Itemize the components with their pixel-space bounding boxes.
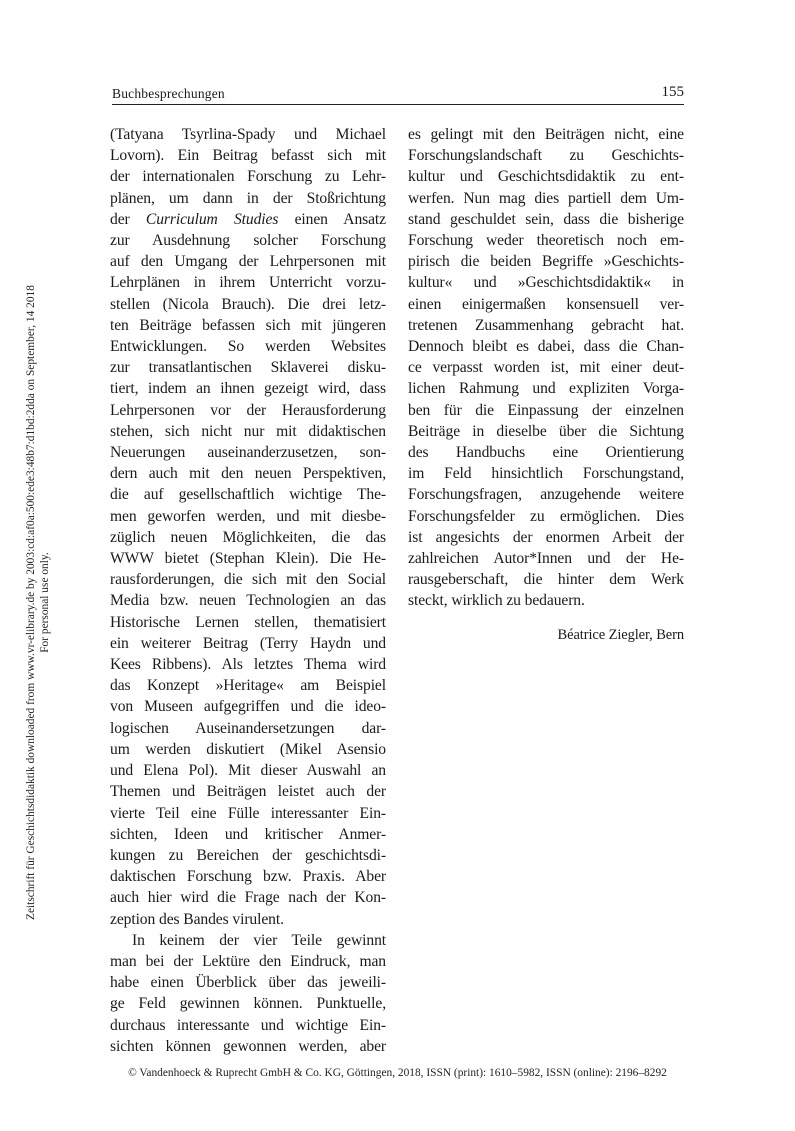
left-text-line: sichten, Ideen und kritischer Anmer- <box>110 825 386 843</box>
watermark-text <box>24 285 52 920</box>
right-text-line: Forschung weder theoretisch noch em- <box>408 232 684 250</box>
left-text-line: plänen, um dann in der Stoßrichtung <box>110 189 386 207</box>
right-text-line: kultur« und »Geschichtsdidaktik« in <box>408 274 684 292</box>
reviewer-signature: Béatrice Ziegler, Bern <box>557 626 684 643</box>
right-text-line: des Handbuchs eine Orientierung <box>408 444 684 462</box>
right-text-line: kultur und Geschichtsdidaktik zu ent- <box>408 168 684 186</box>
left-text-line: man bei der Lektüre den Eindruck, man <box>110 952 386 970</box>
right-column-lines <box>408 124 684 612</box>
right-text-line: Dennoch bleibt es dabei, dass die Chan- <box>408 338 684 356</box>
right-text-line: steckt, wirklich zu bedauern. <box>408 592 585 610</box>
right-text-line: einen einigermaßen konsensuell ver- <box>408 295 684 313</box>
right-text-line: Forschungsfelder zu ermöglichen. Dies <box>408 507 684 525</box>
left-text-line: dern auch mit den neuen Perspektiven, <box>110 465 386 483</box>
left-text-line: ge Feld gewinnen können. Punktuelle, <box>110 995 386 1013</box>
left-text-line: um werden diskutiert (Mikel Asensio <box>110 740 386 758</box>
right-text-line: Forschungsfragen, anzugehende weitere <box>408 486 684 504</box>
left-text-line: durchaus interessante und wichtige Ein- <box>110 1016 386 1034</box>
left-text-line: auf den Umgang der Lehrpersonen mit <box>110 253 386 271</box>
right-text-line: zahlreichen Autor*Innen und der He- <box>408 550 684 568</box>
left-text-line: Lovorn). Ein Beitrag befasst sich mit <box>110 147 386 165</box>
right-text-line: stand geschuldet sein, dass die bisherige <box>408 210 684 228</box>
left-text-line: In keinem der vier Teile gewinnt <box>132 931 386 949</box>
left-text-line: zeption des Bandes virulent. <box>110 910 284 928</box>
page-number: 155 <box>661 84 684 100</box>
right-text-line: im Feld hinsichtlich Forschungstand, <box>408 465 684 483</box>
left-text-line: Neuerungen auseinanderzusetzen, son- <box>110 444 386 462</box>
left-text-line: ein weiterer Beitrag (Terry Haydn und <box>110 634 386 652</box>
left-text-line: men geworfen werden, und mit diesbe- <box>110 507 386 525</box>
left-text-line: zur Ausdehnung solcher Forschung <box>110 232 386 250</box>
watermark-line-2: For personal use only. <box>39 552 51 653</box>
running-head <box>112 84 684 105</box>
right-text-line: rausgeberschaft, die hinter dem Werk <box>408 571 684 589</box>
left-text-line: das Konzept »Heritage« am Beispiel <box>110 677 386 695</box>
left-text-column <box>110 124 386 1057</box>
italic-term: Curriculum Studies <box>145 210 279 228</box>
left-text-line: Historische Lernen stellen, thematisiert <box>110 613 386 631</box>
left-text-line: und Elena Pol). Mit dieser Auswahl an <box>110 762 386 780</box>
left-text-line: Lehrpersonen vor der Herausforderung <box>110 401 386 419</box>
watermark-line-1: Zeitschrift für Geschichtsdidaktik downloaded from www.vr-elibrary.de by 2003:cd:af0a:500:ede3:48b7:d1bd:2dda on September, 14 2018 <box>25 285 37 920</box>
left-text-line: habe einen Überblick über das jeweili- <box>110 974 386 992</box>
left-text-line: Themen und Beiträgen leistet auch der <box>110 783 386 801</box>
right-text-line: ce verpasst worden ist, mit einer deut- <box>408 359 684 377</box>
right-text-line: ist angesichts der enormen Arbeit der <box>408 528 684 546</box>
left-text-line: Entwicklungen. So werden Websites <box>110 338 386 356</box>
right-text-line: Forschungslandschaft zu Geschichts- <box>408 147 684 165</box>
right-text-line: werfen. Nun mag dies partiell dem Um- <box>408 189 684 207</box>
left-text-line: züglich neuen Möglichkeiten, die das <box>110 528 386 546</box>
left-text-line: tiert, indem an ihnen gezeigt wird, dass <box>110 380 386 398</box>
left-text-line: der Curriculum Studies einen Ansatz <box>110 210 386 228</box>
left-text-line: daktischen Forschung bzw. Praxis. Aber <box>110 868 386 886</box>
left-text-line: logischen Auseinandersetzungen dar- <box>110 719 386 737</box>
left-text-line: auch hier wird die Frage nach der Kon- <box>110 889 386 907</box>
right-text-line: ben für die Einpassung der einzelnen <box>408 401 684 419</box>
right-text-column <box>408 124 684 646</box>
right-text-line: lichen Rahmung und expliziten Vorga- <box>408 380 684 398</box>
right-text-line: Beiträge in dieselbe über die Sichtung <box>408 422 684 440</box>
left-text-line: sichten können gewonnen werden, aber <box>110 1037 386 1055</box>
left-text-line: die auf gesellschaftlich wichtige The- <box>110 486 386 504</box>
section-title: Buchbesprechungen <box>112 86 225 101</box>
left-text-line: (Tatyana Tsyrlina-Spady und Michael <box>110 126 386 143</box>
download-watermark <box>24 220 54 920</box>
left-text-line: von Museen aufgegriffen und die ideo- <box>110 698 386 716</box>
left-text-line: WWW bietet (Stephan Klein). Die He- <box>110 550 386 568</box>
right-text-line: pirisch die beiden Begriffe »Geschichts- <box>408 253 684 271</box>
copyright-footer: © Vandenhoeck & Ruprecht GmbH & Co. KG, Göttingen, 2018, ISSN (print): 1610–5982, ISSN (online): 2196–8292 <box>128 1067 667 1079</box>
left-text-line: kungen zu Bereichen der geschichtsdi- <box>110 846 386 864</box>
left-text-line: Media bzw. neuen Technologien an das <box>110 592 386 610</box>
left-text-line: Kees Ribbens). Als letztes Thema wird <box>110 656 386 674</box>
left-text-line: stellen (Nicola Brauch). Die drei letz- <box>110 295 386 313</box>
left-text-line: der internationalen Forschung zu Lehr- <box>110 168 386 186</box>
right-text-line: es gelingt mit den Beiträgen nicht, eine <box>408 126 684 143</box>
left-text-line: Lehrplänen in ihrem Unterricht vorzu- <box>110 274 386 292</box>
left-text-line: rausforderungen, die sich mit den Social <box>110 571 386 589</box>
right-text-line: tretenen Zusammenhang gebracht hat. <box>408 316 684 334</box>
left-text-line: vierte Teil eine Fülle interessanter Ein- <box>110 804 386 822</box>
left-text-line: zur transatlantischen Sklaverei disku- <box>110 359 386 377</box>
left-text-line: ten Beiträge befassen sich mit jüngeren <box>110 316 386 334</box>
left-text-line: stehen, sich nicht nur mit didaktischen <box>110 422 386 440</box>
